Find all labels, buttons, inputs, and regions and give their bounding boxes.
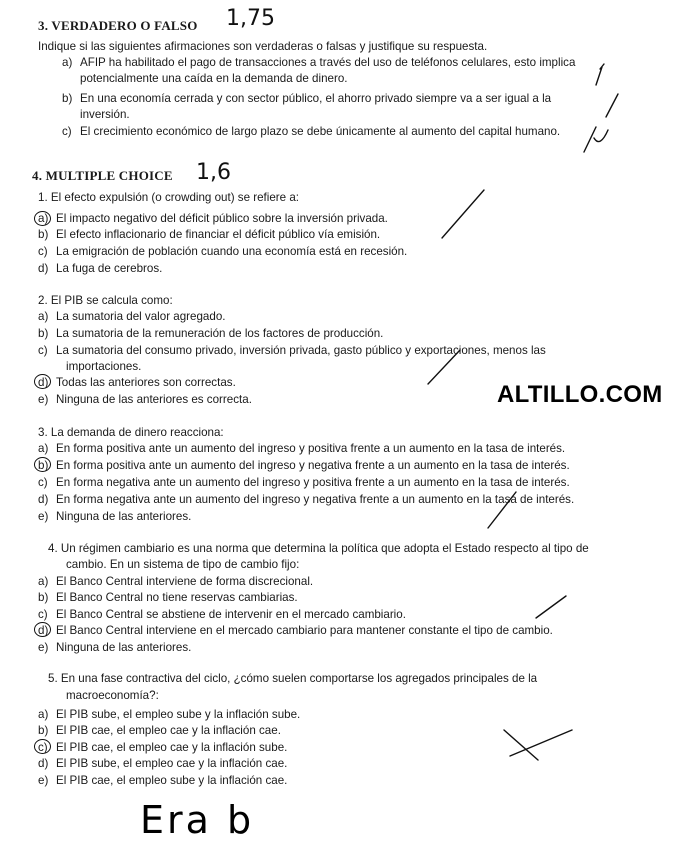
q5-option-b-letter: b) — [38, 724, 49, 737]
check-mark-a — [596, 64, 604, 85]
q1-option-c-letter: c) — [38, 245, 48, 258]
q1-option-c-text: La emigración de población cuando una economía está en recesión. — [56, 245, 408, 258]
section-3-grade: 1,75 — [226, 6, 275, 31]
q1-option-b-letter: b) — [38, 228, 49, 241]
q1-option-d-text: La fuga de cerebros. — [56, 262, 163, 275]
tf-item-a-text: AFIP ha habilitado el pago de transacciones a través del uso de teléfonos celulares, esto implica — [80, 56, 576, 69]
q5-option-c-text: El PIB cae, el empleo cae y la inflación sube. — [56, 741, 288, 754]
q2-option-a-letter: a) — [38, 310, 49, 323]
q5-option-b-text: El PIB cae, el empleo cae y la inflación cae. — [56, 724, 281, 737]
tf-item-a-letter: a) — [62, 56, 73, 69]
slash-mark-q1 — [442, 190, 484, 238]
tf-item-a-text-cont: potencialmente una caída en la demanda de dinero. — [80, 72, 348, 85]
tf-item-b-text: En una economía cerrada y con sector público, el ahorro privado siempre va a ser igual a la — [80, 92, 552, 105]
q5-option-d-text: El PIB sube, el empleo cae y la inflación cae. — [56, 757, 288, 770]
q3-option-c-letter: c) — [38, 476, 48, 489]
handwritten-note: Era b — [140, 798, 255, 842]
q4-option-c-letter: c) — [38, 608, 48, 621]
q1-option-a-text: El impacto negativo del déficit público sobre la inversión privada. — [56, 212, 388, 225]
q5-stem: 5. En una fase contractiva del ciclo, ¿cómo suelen comportarse los agregados principales de la — [48, 672, 538, 685]
q3-option-b-text: En forma positiva ante un aumento del ingreso y negativa frente a un aumento en la tasa de interés. — [56, 459, 570, 472]
q2-option-b-letter: b) — [38, 327, 49, 340]
q2-option-d-text: Todas las anteriores son correctas. — [56, 376, 236, 389]
q3-option-b-letter: b) — [38, 459, 49, 472]
q5-stem-cont: macroeconomía?: — [66, 689, 159, 702]
q4-option-c-text: El Banco Central se abstiene de intervenir en el mercado cambiario. — [56, 608, 406, 621]
q3-stem: 3. La demanda de dinero reacciona: — [38, 426, 224, 439]
q3-option-e-letter: e) — [38, 510, 49, 523]
q1-option-a-letter: a) — [38, 212, 49, 225]
tf-item-b-text-cont: inversión. — [80, 108, 130, 121]
section-3-instruction: Indique si las siguientes afirmaciones son verdaderas o falsas y justifique su respuesta. — [38, 40, 488, 53]
tf-item-c-text: El crecimiento económico de largo plazo se debe únicamente al aumento del capital humano. — [80, 125, 561, 138]
q5-option-a-text: El PIB sube, el empleo sube y la inflación sube. — [56, 708, 301, 721]
q2-option-c-text-cont: importaciones. — [66, 360, 142, 373]
q4-option-d-letter: d) — [38, 624, 49, 637]
q2-option-c-letter: c) — [38, 344, 48, 357]
q3-option-a-text: En forma positiva ante un aumento del ingreso y positiva frente a un aumento en la tasa de interés. — [56, 442, 566, 455]
q3-option-c-text: En forma negativa ante un aumento del ingreso y positiva frente a un aumento en la tasa de interés. — [56, 476, 570, 489]
q4-option-b-text: El Banco Central no tiene reservas cambiarias. — [56, 591, 298, 604]
q4-option-e-text: Ninguna de las anteriores. — [56, 641, 192, 654]
q4-stem-cont: cambio. En un sistema de tipo de cambio fijo: — [66, 558, 300, 571]
q2-option-e-text: Ninguna de las anteriores es correcta. — [56, 393, 252, 406]
q4-option-d-text: El Banco Central interviene en el mercado cambiario para mantener constante el tipo de cambio. — [56, 624, 553, 637]
q3-option-d-letter: d) — [38, 493, 49, 506]
section-4-heading: 4. MULTIPLE CHOICE — [32, 168, 173, 183]
slash-mark-q2 — [428, 350, 460, 384]
q3-option-e-text: Ninguna de las anteriores. — [56, 510, 192, 523]
q1-stem: 1. El efecto expulsión (o crowding out) se refiere a: — [38, 191, 299, 204]
section-4-grade: 1,6 — [196, 160, 231, 185]
tf-item-b-letter: b) — [62, 92, 73, 105]
cross-mark-q5 — [504, 730, 572, 760]
watermark: ALTILLO.COM — [497, 381, 663, 408]
q5-option-e-letter: e) — [38, 774, 49, 787]
slash-mark-q4 — [536, 596, 566, 618]
q2-option-a-text: La sumatoria del valor agregado. — [56, 310, 226, 323]
check-mark-b — [606, 94, 618, 117]
q1-option-d-letter: d) — [38, 262, 49, 275]
q4-option-a-letter: a) — [38, 575, 49, 588]
q2-option-c-text: La sumatoria del consumo privado, inversión privada, gasto público y exportaciones, menos las — [56, 344, 546, 357]
q4-option-b-letter: b) — [38, 591, 49, 604]
q3-option-a-letter: a) — [38, 442, 49, 455]
q5-option-d-letter: d) — [38, 757, 49, 770]
q4-stem: 4. Un régimen cambiario es una norma que determina la política que adopta el Estado respecto al tipo de — [48, 542, 589, 555]
q2-option-d-letter: d) — [38, 376, 49, 389]
slash-mark-q3 — [488, 492, 516, 528]
check-mark-c — [584, 127, 608, 152]
q2-stem: 2. El PIB se calcula como: — [38, 294, 173, 307]
q5-option-c-letter: c) — [38, 741, 48, 754]
q2-option-e-letter: e) — [38, 393, 49, 406]
q4-option-e-letter: e) — [38, 641, 49, 654]
q4-option-a-text: El Banco Central interviene de forma discrecional. — [56, 575, 314, 588]
tf-item-c-letter: c) — [62, 125, 72, 138]
section-3-heading: 3. VERDADERO O FALSO — [38, 18, 198, 33]
q3-option-d-text: En forma negativa ante un aumento del ingreso y negativa frente a un aumento en la tasa de interés. — [56, 493, 575, 506]
q2-option-b-text: La sumatoria de la remuneración de los factores de producción. — [56, 327, 384, 340]
q5-option-e-text: El PIB cae, el empleo sube y la inflación cae. — [56, 774, 288, 787]
q1-option-b-text: El efecto inflacionario de financiar el déficit público vía emisión. — [56, 228, 381, 241]
q5-option-a-letter: a) — [38, 708, 49, 721]
